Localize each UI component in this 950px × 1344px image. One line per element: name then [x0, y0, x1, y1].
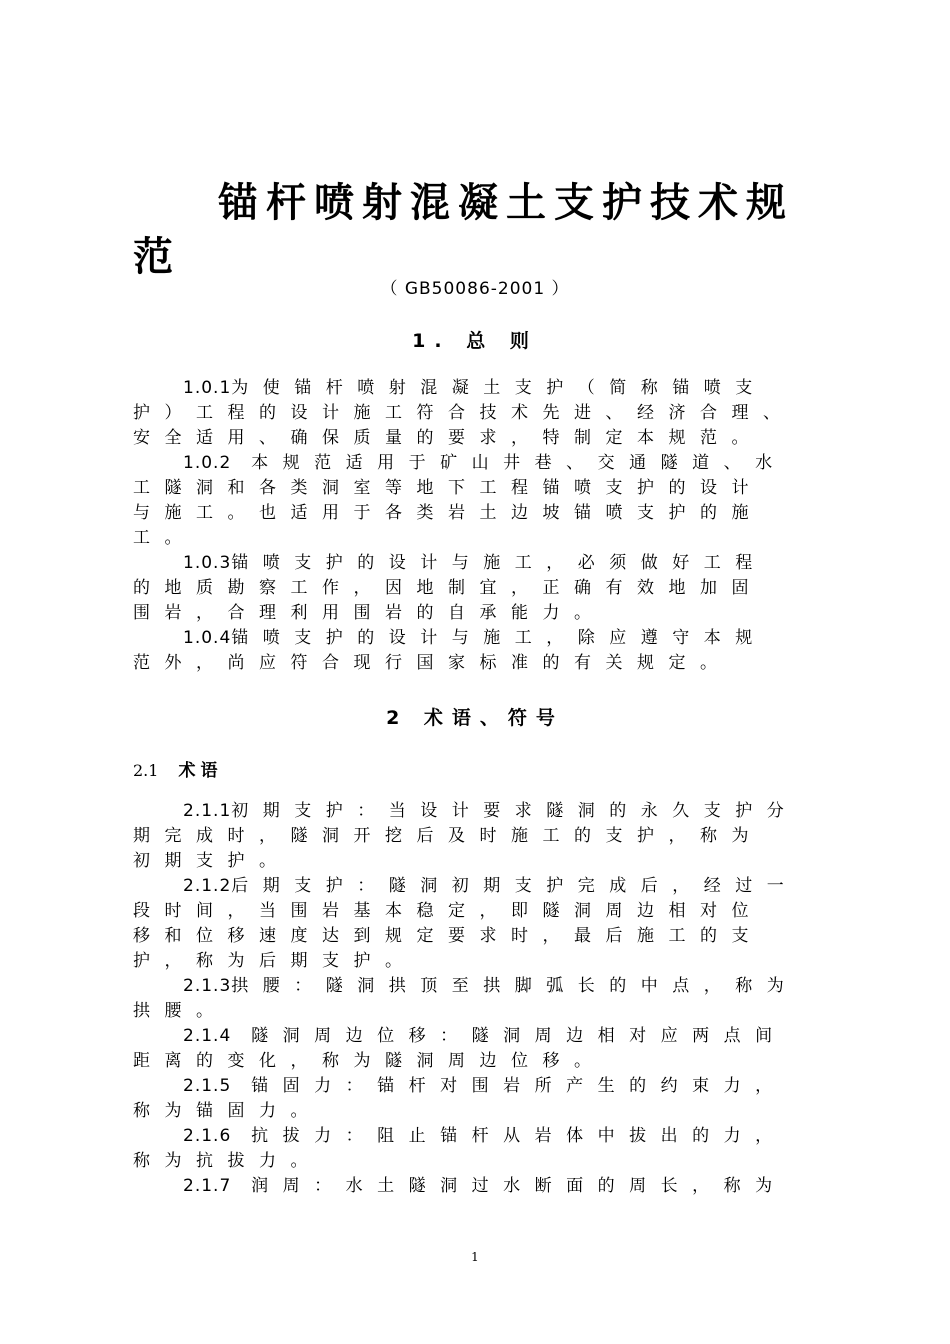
paragraph-line — [133, 451, 793, 476]
paragraph-line: 安全适用、确保质量的要求，特制定本规范。 — [133, 428, 763, 448]
paragraph-line: 称为锚固力。 — [133, 1101, 322, 1121]
paragraph-line: 距离的变化，称为隧洞周边位移。 — [133, 1051, 606, 1071]
clause-2-1-6 — [133, 1124, 793, 1174]
line-text: 抗拔力：阻止锚杆从岩体中拔出的力， — [231, 1126, 787, 1146]
clause-number: 2.1.2 — [183, 876, 232, 896]
line-text: 为使锚杆喷射混凝土支护（简称锚喷支 — [231, 378, 767, 398]
paragraph-line: 初期支护。 — [133, 851, 291, 871]
paragraph-line: 工隧洞和各类洞室等地下工程锚喷支护的设计 — [133, 478, 763, 498]
clause-2-1-4 — [133, 1024, 793, 1074]
paragraph-line — [133, 874, 799, 899]
clause-number: 1.0.3 — [183, 553, 232, 573]
paragraph-line: 移和位移速度达到规定要求时，最后施工的支 — [133, 926, 763, 946]
clause-number: 1.0.4 — [183, 628, 232, 648]
line-text: 初期支护：当设计要求隧洞的永久支护分 — [231, 801, 799, 821]
subsection-label: 术语 — [178, 761, 223, 781]
clause-number: 2.1.4 — [183, 1026, 232, 1046]
line-text: 锚固力：锚杆对围岩所产生的约束力， — [231, 1076, 787, 1096]
paragraph-line: 的地质勘察工作，因地制宜，正确有效地加固 — [133, 578, 763, 598]
paragraph-line — [133, 799, 799, 824]
clause-1-0-1 — [133, 376, 793, 451]
subsection-number: 2.1 — [133, 761, 159, 780]
line-text: 后期支护：隧洞初期支护完成后，经过一 — [231, 876, 799, 896]
paragraph-line: 护，称为后期支护。 — [133, 951, 417, 971]
clause-2-1-7 — [133, 1174, 793, 1199]
clause-2-1-1 — [133, 799, 799, 874]
paragraph-line — [133, 1024, 793, 1049]
clause-number: 2.1.6 — [183, 1126, 232, 1146]
paragraph-line — [133, 1074, 793, 1099]
section-heading-terms: 2 术语、符号 — [386, 707, 564, 729]
line-text: 本规范适用于矿山井巷、交通隧道、水 — [231, 453, 787, 473]
paragraph-line: 与施工。也适用于各类岩土边坡锚喷支护的施 — [133, 503, 763, 523]
paragraph-line: 护）工程的设计施工符合技术先进、经济合理、 — [133, 403, 795, 423]
line-text: 锚喷支护的设计与施工，除应遵守本规 — [231, 628, 767, 648]
paragraph-line: 围岩，合理利用围岩的自承能力。 — [133, 603, 606, 623]
paragraph-line — [133, 974, 799, 999]
clause-number: 1.0.2 — [183, 453, 232, 473]
paragraph-line: 段时间，当围岩基本稳定，即隧洞周边相对位 — [133, 901, 763, 921]
standard-code: （ GB50086-2001 ） — [380, 279, 570, 299]
clause-2-1-2 — [133, 874, 799, 974]
line-text: 润周：水土隧洞过水断面的周长，称为 — [231, 1176, 787, 1196]
paragraph-line — [133, 376, 793, 401]
paragraph-line: 工。 — [133, 528, 196, 548]
paragraph-line: 范外，尚应符合现行国家标准的有关规定。 — [133, 653, 732, 673]
paragraph-line — [133, 551, 793, 576]
line-text: 锚喷支护的设计与施工，必须做好工程 — [231, 553, 767, 573]
clause-number: 2.1.5 — [183, 1076, 232, 1096]
clause-1-0-4 — [133, 626, 793, 676]
subsection-heading-terms — [133, 756, 222, 781]
section-heading-general: 1. 总 则 — [412, 330, 538, 352]
paragraph-line: 期完成时，隧洞开挖后及时施工的支护，称为 — [133, 826, 763, 846]
clause-1-0-3 — [133, 551, 793, 626]
line-text: 拱腰：隧洞拱顶至拱脚弧长的中点，称为 — [231, 976, 799, 996]
clause-1-0-2 — [133, 451, 793, 551]
page-number: 1 — [471, 1250, 479, 1264]
document-title: 锚杆喷射混凝土支护技术规范 — [133, 180, 794, 280]
clause-number: 2.1.1 — [183, 801, 232, 821]
paragraph-line: 称为抗拔力。 — [133, 1151, 322, 1171]
clause-2-1-3 — [133, 974, 799, 1024]
paragraph-line — [133, 1174, 793, 1199]
clause-2-1-5 — [133, 1074, 793, 1124]
clause-number: 2.1.3 — [183, 976, 232, 996]
line-text: 隧洞周边位移：隧洞周边相对应两点间 — [231, 1026, 787, 1046]
paragraph-line: 拱腰。 — [133, 1001, 228, 1021]
paragraph-line — [133, 1124, 793, 1149]
clause-number: 1.0.1 — [183, 378, 232, 398]
paragraph-line — [133, 626, 793, 651]
clause-number: 2.1.7 — [183, 1176, 232, 1196]
